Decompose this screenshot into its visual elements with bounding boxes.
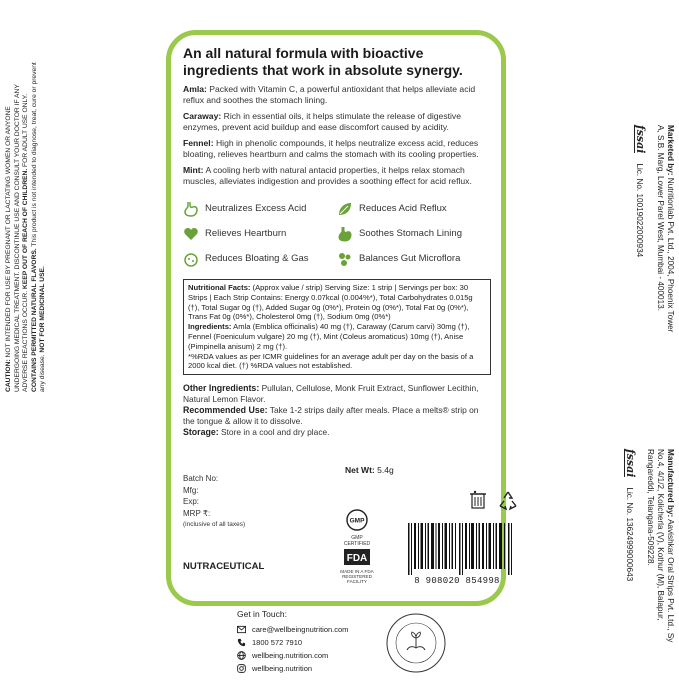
benefit-label: Balances Gut Microflora	[359, 253, 461, 264]
caution-body: NOT INTENDED FOR USE BY PREGNANT OR LACTATING WOMEN OR ANYONE UNDERGOING MEDICAL TREATMENT. DISCONTINUE USE AND CONSULT YOUR DOCTOR IF ANY ADVERSE REACTIONS OCCUR.	[5, 84, 30, 392]
adult-use: FOR ADULT USE ONLY.	[22, 93, 30, 167]
gmp-certified-icon	[346, 509, 368, 531]
seal-icon	[385, 612, 447, 674]
contact-email-row[interactable]	[237, 623, 348, 636]
ingredients-text: Amla (Emblica officinalis) 40 mg (†), Caraway (Carum carvi) 30mg (†), Fennel (Foeniculum vulgare) 20 mg (†), Mint (Coleus aromaticus) 10mg (†), Anise (Pimpinella anisum) 2 mg (†).	[188, 322, 470, 351]
other-ingredients	[183, 383, 491, 405]
ingredients-label: Ingredients:	[188, 322, 232, 332]
fssai-license: Lic. No. 10019022000934	[635, 163, 645, 258]
other-ingredients-text: Pullulan, Cellulose, Monk Fruit Extract, Sunflower Lecithin, Natural Lemon Flavor.	[183, 383, 479, 405]
net-weight-value: 5.4g	[377, 465, 394, 475]
contact-phone-row[interactable]	[237, 636, 348, 649]
contact-section	[237, 609, 348, 675]
nutrition-label: Nutritional Facts:	[188, 283, 251, 292]
benefit-label: Neutralizes Excess Acid	[205, 203, 307, 214]
ingredient-text: A cooling herb with natural antacid properties, it helps relax stomach muscles, alleviates indigestion and provides a soothing effect for acid reflux.	[183, 165, 472, 186]
storage	[183, 427, 491, 438]
caution-label: CAUTION:	[5, 359, 12, 392]
ingredient-name: Caraway:	[183, 111, 222, 121]
mfg-date: Mfg:	[183, 485, 199, 495]
ingredient-caraway	[183, 111, 491, 133]
fda-icon	[343, 547, 371, 567]
barcode	[408, 523, 513, 575]
manufactured-by-block	[624, 449, 675, 659]
fssai-license: Lic. No. 13624999000643	[625, 487, 635, 582]
batch-no: Batch No:	[183, 474, 219, 483]
manufactured-by-text: Aavishkar Oral Strips Pvt. Ltd., Sy No.4, 4/1/2, Kolicherla (V), Kothur (M), Balapur, Rangareddi, Telangana-509228.	[646, 449, 675, 643]
recommended-use-label: Recommended Use:	[183, 405, 268, 416]
ingredient-mint	[183, 165, 491, 187]
benefit-item	[337, 224, 491, 243]
keep-out-label: KEEP OUT OF REACH OF CHILDREN.	[22, 168, 30, 290]
contains-label: CONTAINS PERMITTED NATURAL FLAVORS.	[30, 248, 38, 392]
ingredient-name: Fennel:	[183, 138, 214, 148]
benefit-label: Relieves Heartburn	[205, 228, 287, 239]
not-medicinal: NOT FOR MEDICINAL USE.	[39, 266, 47, 353]
benefit-item	[183, 199, 337, 218]
label-panel	[166, 30, 506, 606]
storage-text: Store in a cool and dry place.	[221, 427, 330, 438]
benefit-label: Reduces Acid Reflux	[359, 203, 447, 214]
benefit-label: Soothes Stomach Lining	[359, 228, 462, 239]
fda-text: MADE IN A FDA REGISTERED FACILITY	[340, 569, 374, 584]
ingredient-text: High in phenolic compounds, it helps neutralize excess acid, reduces bloating, relieves heartburn and calms the stomach with its cooling properties.	[183, 138, 479, 159]
caution-text	[5, 62, 48, 392]
svg-text:FDA: FDA	[346, 553, 368, 564]
storage-label: Storage:	[183, 427, 219, 438]
microflora-icon	[337, 251, 353, 267]
stomach-icon	[337, 226, 353, 242]
net-weight-label: Net Wt:	[345, 465, 375, 475]
leaf-icon	[337, 201, 353, 217]
marketed-by-text: Nutritionlab Pvt. Ltd., 2004, Phoenix Tower A, S.B. Marg, Lower Parel West, Mumbai - 400013.	[656, 125, 675, 333]
mail-icon	[237, 625, 246, 634]
recommended-use	[183, 405, 491, 427]
contact-email[interactable]: care@wellbeingnutrition.com	[252, 625, 349, 634]
benefit-item	[337, 199, 491, 218]
mrp-note: (inclusive of all taxes)	[183, 521, 246, 528]
phone-icon	[237, 638, 246, 647]
ingredient-name: Mint:	[183, 165, 204, 175]
heart-icon	[183, 226, 199, 242]
nutrition-facts-box	[183, 279, 491, 375]
batch-info	[183, 473, 245, 531]
contact-instagram[interactable]: wellbeing.nutrition	[252, 664, 313, 673]
category-label: NUTRACEUTICAL	[183, 561, 265, 572]
benefits-grid	[183, 199, 491, 268]
other-info	[183, 383, 491, 438]
globe-icon	[237, 651, 246, 660]
not-intended: This product is not intended to diagnose, treat, cure or prevent any disease.	[30, 62, 47, 392]
net-weight	[345, 465, 394, 475]
stomach-icon	[183, 201, 199, 217]
ingredient-text: Rich in essential oils, it helps stimulate the release of digestive enzymes, prevent acid buildup and ease discomfort caused by acidity.	[183, 111, 462, 132]
ingredient-text: Packed with Vitamin C, a powerful antioxidant that helps alleviate acid reflux and soothes the stomach lining.	[183, 84, 476, 105]
barcode-number: 8 908020 854998	[414, 576, 500, 586]
marketed-by-block	[634, 125, 675, 335]
lower-section	[183, 465, 500, 595]
gmp-text: GMP CERTIFIED	[343, 535, 371, 547]
benefit-label: Reduces Bloating & Gas	[205, 253, 309, 264]
stomach-icon	[183, 251, 199, 267]
ingredient-fennel	[183, 138, 491, 160]
fssai-row	[634, 125, 645, 335]
manufactured-by-label: Manufactured by:	[666, 449, 675, 518]
fssai-logo: fssai	[624, 449, 637, 478]
contact-insta-row[interactable]	[237, 662, 348, 675]
sustainability-seal	[385, 612, 447, 674]
recycle-icon	[497, 490, 519, 512]
ingredient-name: Amla:	[183, 84, 207, 94]
mrp: MRP ₹:	[183, 508, 211, 518]
instagram-icon	[237, 664, 246, 673]
nutrition-text: (Approx value / strip) Serving Size: 1 strip | Servings per box: 30 Strips | Each Strip Contains: Energy 0.07kcal (0.004%*), Total Carbohydrates 0.015g (†), Total Sugar 0g (†), Added Sugar 0g (0%*), Protein 0g (0%*), Total Fat 0g (0%*), Trans Fat 0g (0%*), Cholesterol 0mg (†), Sodium 0mg (0%*)	[188, 283, 473, 322]
trash-bin-icon	[469, 490, 487, 510]
marketed-by-label: Marketed by:	[666, 125, 675, 176]
benefit-item	[183, 224, 337, 243]
benefit-item	[183, 249, 337, 268]
recommended-use-text: Take 1-2 strips daily after meals. Place a melts® strip on the tongue & allow it to dissolve.	[183, 405, 479, 427]
svg-text:GMP: GMP	[349, 517, 365, 525]
rda-note: *%RDA values as per ICMR guidelines for an average adult per day on the basis of a 2000 kcal diet. (†) %RDA values not established.	[188, 351, 474, 371]
fssai-logo: fssai	[634, 125, 647, 154]
fssai-row	[624, 449, 635, 659]
exp-date: Exp:	[183, 497, 200, 506]
other-ingredients-label: Other Ingredients:	[183, 383, 260, 394]
headline: An all natural formula with bioactive ingredients that work in absolute synergy.	[183, 45, 463, 78]
contact-phone[interactable]: 1800 572 7910	[252, 638, 303, 647]
ingredient-amla	[183, 84, 491, 106]
contact-web-row[interactable]	[237, 649, 348, 662]
contact-web[interactable]: wellbeing.nutrition.com	[252, 651, 329, 660]
contact-title: Get in Touch:	[237, 609, 287, 619]
benefit-item	[337, 249, 491, 268]
